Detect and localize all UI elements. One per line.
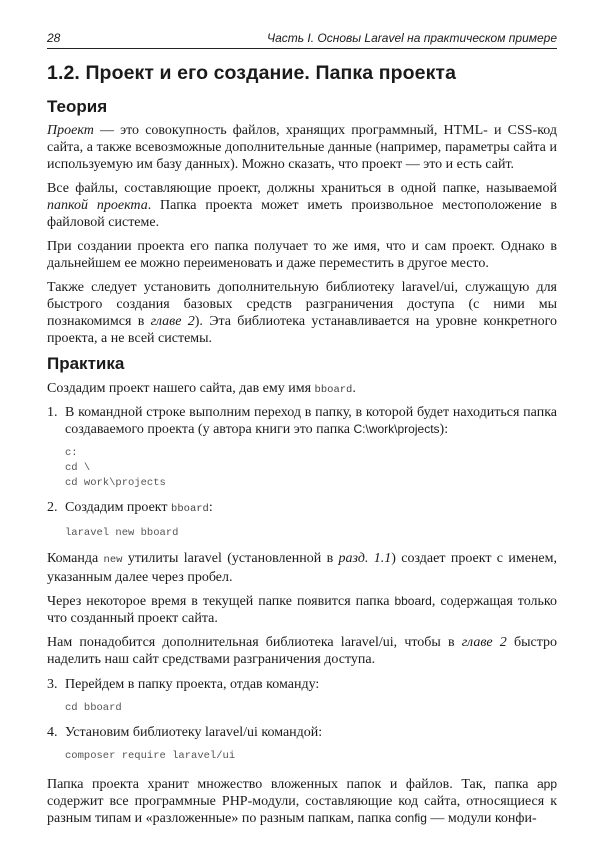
- item2-p1-text-b: утилиты laravel (установленной в: [122, 551, 339, 566]
- list-number-2: 2.: [47, 500, 58, 515]
- code-block-4: [65, 749, 557, 764]
- item4-text: Установим библиотеку laravel/ui командой:: [65, 725, 323, 740]
- inline-code-bboard: bboard: [171, 503, 209, 515]
- practice-intro-text-b: .: [352, 381, 356, 396]
- code-line: laravel new bboard: [65, 527, 179, 539]
- practice-body: [47, 380, 557, 827]
- code-block-2: [65, 526, 557, 541]
- list-number-1: 1.: [47, 405, 58, 420]
- inline-code-bboard: bboard: [314, 384, 353, 396]
- folder-name-bboard: bboard: [394, 594, 432, 608]
- item2-p3-text-b: быстро наделить наш сайт средствами разграничения доступа.: [47, 635, 557, 667]
- page-header: [47, 28, 557, 48]
- list-number-3: 3.: [47, 677, 58, 692]
- list-item-2: [47, 499, 557, 518]
- code-line: composer require laravel/ui: [65, 750, 236, 762]
- chapter-ref: главе 2: [150, 314, 195, 329]
- section-title: 1.2. Проект и его создание. Папка проекта: [47, 62, 457, 84]
- theory-heading: Теория: [47, 97, 108, 116]
- theory-paragraph-4: [47, 279, 557, 347]
- theory-paragraph-3: При создании проекта его папка получает то же имя, что и сам проект. Однако в дальнейшем ее можно переименовать и даже переместить в другое место.: [47, 239, 557, 271]
- practice-heading: Практика: [47, 354, 125, 373]
- header-rule: [47, 48, 557, 49]
- practice-intro: [47, 380, 557, 399]
- theory-p4-text-a: Также следует установить дополнительную библиотеку laravel/ui, служащую для быстрого создания базовых средств разграничения доступа (с ними мы познакомимся в: [47, 280, 557, 329]
- term-project-folder: папкой проекта: [47, 198, 148, 213]
- practice-outro: [47, 776, 557, 827]
- inline-code-new: new: [103, 554, 123, 566]
- code-block-3: [65, 701, 557, 716]
- item1-text-b: ):: [439, 422, 449, 437]
- item2-p2-text-a: Через некоторое время в текущей папке появится папка: [47, 594, 395, 609]
- code-line: cd bboard: [65, 702, 122, 714]
- item2-p3-text-a: Нам понадобится дополнительная библиотека laravel/ui, чтобы в: [47, 635, 462, 650]
- list-item-4: [47, 724, 557, 741]
- section-ref: разд. 1.1: [338, 551, 392, 566]
- page-number: 28: [47, 31, 61, 45]
- theory-p2-text-a: Все файлы, составляющие проект, должны храниться в одной папке, называемой: [47, 181, 557, 196]
- theory-p1-text: — это совокупность файлов, хранящих программный, HTML- и CSS-код сайта, а также всевозможные дополнительные данные (например, параметры сайта и используемую им базу данных). Можно сказать, что проект — это и есть сайт.: [47, 123, 557, 172]
- term-project: Проект: [47, 123, 94, 138]
- list-item-3: [47, 676, 557, 693]
- folder-name-config: config: [394, 811, 427, 825]
- code-line: cd work\projects: [65, 477, 166, 489]
- code-line: c:: [65, 447, 78, 459]
- theory-body: [47, 122, 557, 347]
- theory-paragraph-2: [47, 180, 557, 231]
- item2-p1-text-c: ) создает проект с именем, указанным далее через пробел.: [47, 551, 558, 585]
- running-title: Часть I. Основы Laravel на практическом примере: [266, 31, 557, 45]
- item1-text-a: В командной строке выполним переход в папку, в которой будет находиться папка создаваемого проекта (у автора книги это папка: [65, 405, 557, 437]
- list-number-4: 4.: [47, 725, 58, 740]
- item2-p2-text-b: , содержащая только что созданный проект сайта.: [47, 594, 557, 626]
- projects-path: C:\work\projects: [353, 422, 440, 436]
- outro-text-a: Папка проекта хранит множество вложенных папок и файлов. Так, папка: [47, 777, 537, 792]
- list-item-1: [47, 404, 557, 438]
- chapter-ref: главе 2: [461, 635, 507, 650]
- item2-paragraph-3: [47, 634, 557, 668]
- item2-text-b: :: [208, 500, 213, 515]
- item3-text: Перейдем в папку проекта, отдав команду:: [65, 677, 320, 692]
- folder-name-app: app: [536, 777, 557, 791]
- code-block-1: [65, 446, 557, 491]
- theory-p4-text-b: ). Эта библиотека устанавливается на уровне конкретного проекта, а не всей системы.: [47, 314, 558, 346]
- item2-paragraph-1: [47, 550, 557, 586]
- theory-p2-text-b: . Папка проекта может иметь произвольное местоположение в файловой системе.: [47, 198, 558, 230]
- outro-text-c: — модули конфи-: [426, 811, 537, 826]
- item2-text-a: Создадим проект: [65, 500, 172, 515]
- outro-text-b: содержит все программные PHP-модули, составляющие код сайта, относящиеся к разным типам и «разложенные» по разным папкам, папка: [47, 794, 557, 826]
- item2-p1-text-a: Команда: [47, 551, 104, 566]
- item2-paragraph-2: [47, 593, 557, 627]
- theory-paragraph-1: [47, 122, 557, 173]
- code-line: cd \: [65, 462, 91, 474]
- practice-intro-text-a: Создадим проект нашего сайта, дав ему имя: [47, 381, 315, 396]
